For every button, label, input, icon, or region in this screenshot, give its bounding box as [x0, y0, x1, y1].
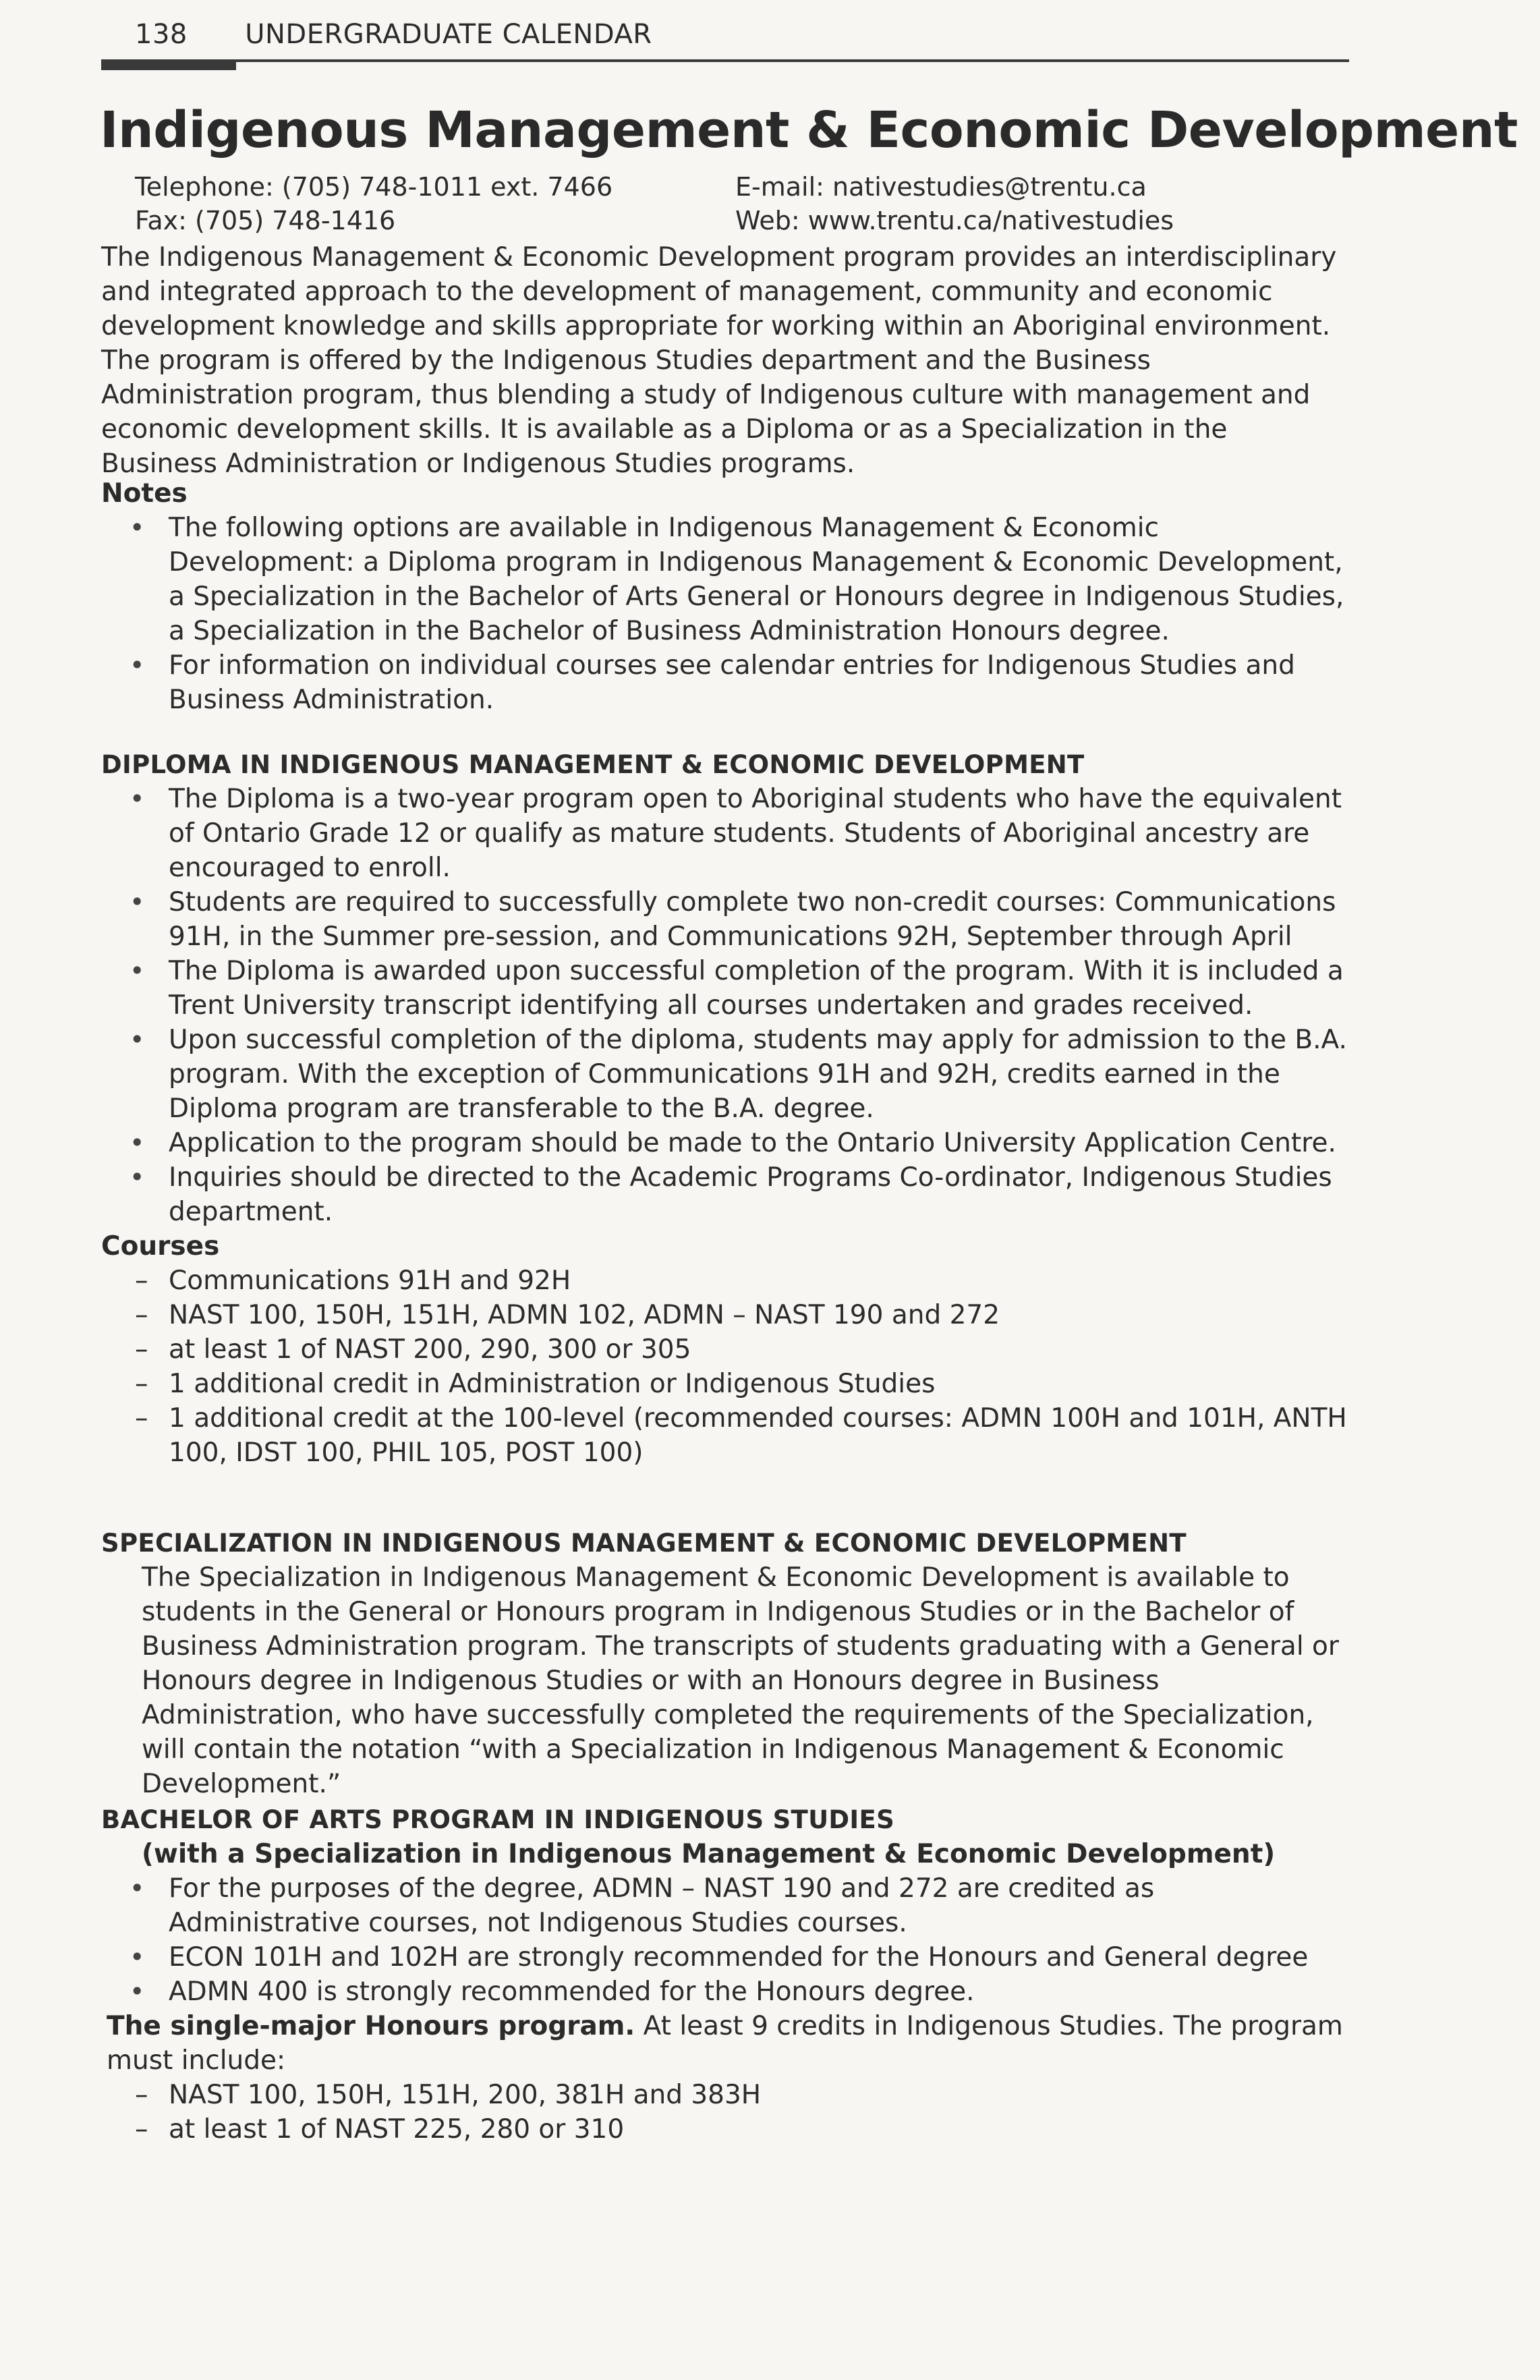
email: E-mail: nativestudies@trentu.ca [735, 172, 1147, 202]
list-item: • Inquiries should be directed to the Academic Programs Co-ordinator, Indigenous Studies department. [169, 1160, 1349, 1229]
list-item: – at least 1 of NAST 200, 290, 300 or 305 [169, 1332, 1349, 1367]
ba-subheading: (with a Specialization in Indigenous Management & Economic Development) [142, 1839, 1276, 1869]
ba-list [101, 1871, 1349, 2009]
list-item: • The following options are available in Indigenous Management & Economic Development: a Diploma program in Indigenous Management & Economic Development, a Specialization in the Bachelor of Arts General or Honours degree in Indigenous Studies, a Specialization in the Bachelor of Business Administration Honours degree. [169, 511, 1349, 648]
list-item: • The Diploma is a two-year program open to Aboriginal students who have the equivalent of Ontario Grade 12 or qualify as mature students. Students of Aboriginal ancestry are encouraged to enroll. [169, 782, 1349, 885]
page-title: Indigenous Management & Economic Development [100, 101, 1518, 159]
list-item: – NAST 100, 150H, 151H, 200, 381H and 383H [169, 2078, 1349, 2112]
header-rule-accent [101, 59, 236, 70]
intro-paragraph: The Indigenous Management & Economic Development program provides an interdisciplinary and integrated approach to the development of management, community and economic development knowledge and skills appropriate for working within an Aboriginal environment. The program is offered by the Indigenous Studies department and the Business Administration program, thus blending a study of Indigenous culture with management and economic development skills. It is available as a Diploma or as a Specialization in the Business Administration or Indigenous Studies programs. [101, 242, 1337, 479]
list-item: – at least 1 of NAST 225, 280 or 310 [169, 2112, 1349, 2147]
list-item: – NAST 100, 150H, 151H, ADMN 102, ADMN – NAST 190 and 272 [169, 1298, 1349, 1332]
notes-list [101, 511, 1349, 717]
honours-text: At least 9 credits in Indigenous Studies. The program must include: [107, 2011, 1343, 2076]
page-number: 138 [135, 19, 188, 50]
honours-program [101, 2009, 1349, 2078]
specialization-heading: SPECIALIZATION IN INDIGENOUS MANAGEMENT & ECONOMIC DEVELOPMENT [101, 1529, 1187, 1558]
honours-label: The single-major Honours program. [107, 2011, 635, 2041]
telephone: Telephone: (705) 748-1011 ext. 7466 [135, 172, 613, 202]
diploma-section [101, 747, 1349, 1470]
web: Web: www.trentu.ca/nativestudies [735, 206, 1174, 235]
header-rule [101, 59, 1349, 62]
running-header [135, 19, 652, 50]
running-title: UNDERGRADUATE CALENDAR [245, 19, 652, 50]
list-item: • ECON 101H and 102H are strongly recommended for the Honours and General degree [169, 1940, 1349, 1975]
list-item: – 1 additional credit in Administration or Indigenous Studies [169, 1367, 1349, 1401]
courses-list [101, 1264, 1349, 1470]
contact-info [135, 170, 1417, 237]
list-item: • Upon successful completion of the diploma, students may apply for admission to the B.A. program. With the exception of Communications 91H and 92H, credits earned in the Diploma program are transferable to the B.A. degree. [169, 1023, 1349, 1126]
ba-heading: BACHELOR OF ARTS PROGRAM IN INDIGENOUS STUDIES [101, 1805, 895, 1834]
notes-heading: Notes [101, 478, 188, 509]
list-item: • For the purposes of the degree, ADMN – NAST 190 and 272 are credited as Administrative courses, not Indigenous Studies courses. [169, 1871, 1349, 1940]
specialization-section [101, 1526, 1349, 1801]
diploma-list [101, 782, 1349, 1229]
list-item: – 1 additional credit at the 100-level (recommended courses: ADMN 100H and 101H, ANTH 100, IDST 100, PHIL 105, POST 100) [169, 1401, 1349, 1470]
specialization-body: The Specialization in Indigenous Management & Economic Development is available to students in the General or Honours program in Indigenous Studies or in the Bachelor of Business Administration program. The transcripts of students graduating with a General or Honours degree in Indigenous Studies or with an Honours degree in Business Administration, who have successfully completed the requirements of the Specialization, will contain the notation “with a Specialization in Indigenous Management & Economic Development.” [142, 1562, 1339, 1799]
list-item: • Application to the program should be made to the Ontario University Application Centre. [169, 1126, 1349, 1160]
fax: Fax: (705) 748-1416 [135, 206, 396, 235]
notes-section [101, 476, 1349, 717]
list-item: • The Diploma is awarded upon successful completion of the program. With it is included a Trent University transcript identifying all courses undertaken and grades received. [169, 954, 1349, 1023]
honours-list [101, 2078, 1349, 2147]
diploma-heading: DIPLOMA IN INDIGENOUS MANAGEMENT & ECONOMIC DEVELOPMENT [101, 750, 1085, 779]
courses-heading: Courses [101, 1231, 220, 1262]
ba-section [101, 1803, 1349, 2147]
list-item: – Communications 91H and 92H [169, 1264, 1349, 1298]
list-item: • ADMN 400 is strongly recommended for the Honours degree. [169, 1975, 1349, 2009]
list-item: • Students are required to successfully complete two non-credit courses: Communications 91H, in the Summer pre-session, and Communications 92H, September through April [169, 885, 1349, 954]
list-item: • For information on individual courses see calendar entries for Indigenous Studies and Business Administration. [169, 648, 1349, 717]
